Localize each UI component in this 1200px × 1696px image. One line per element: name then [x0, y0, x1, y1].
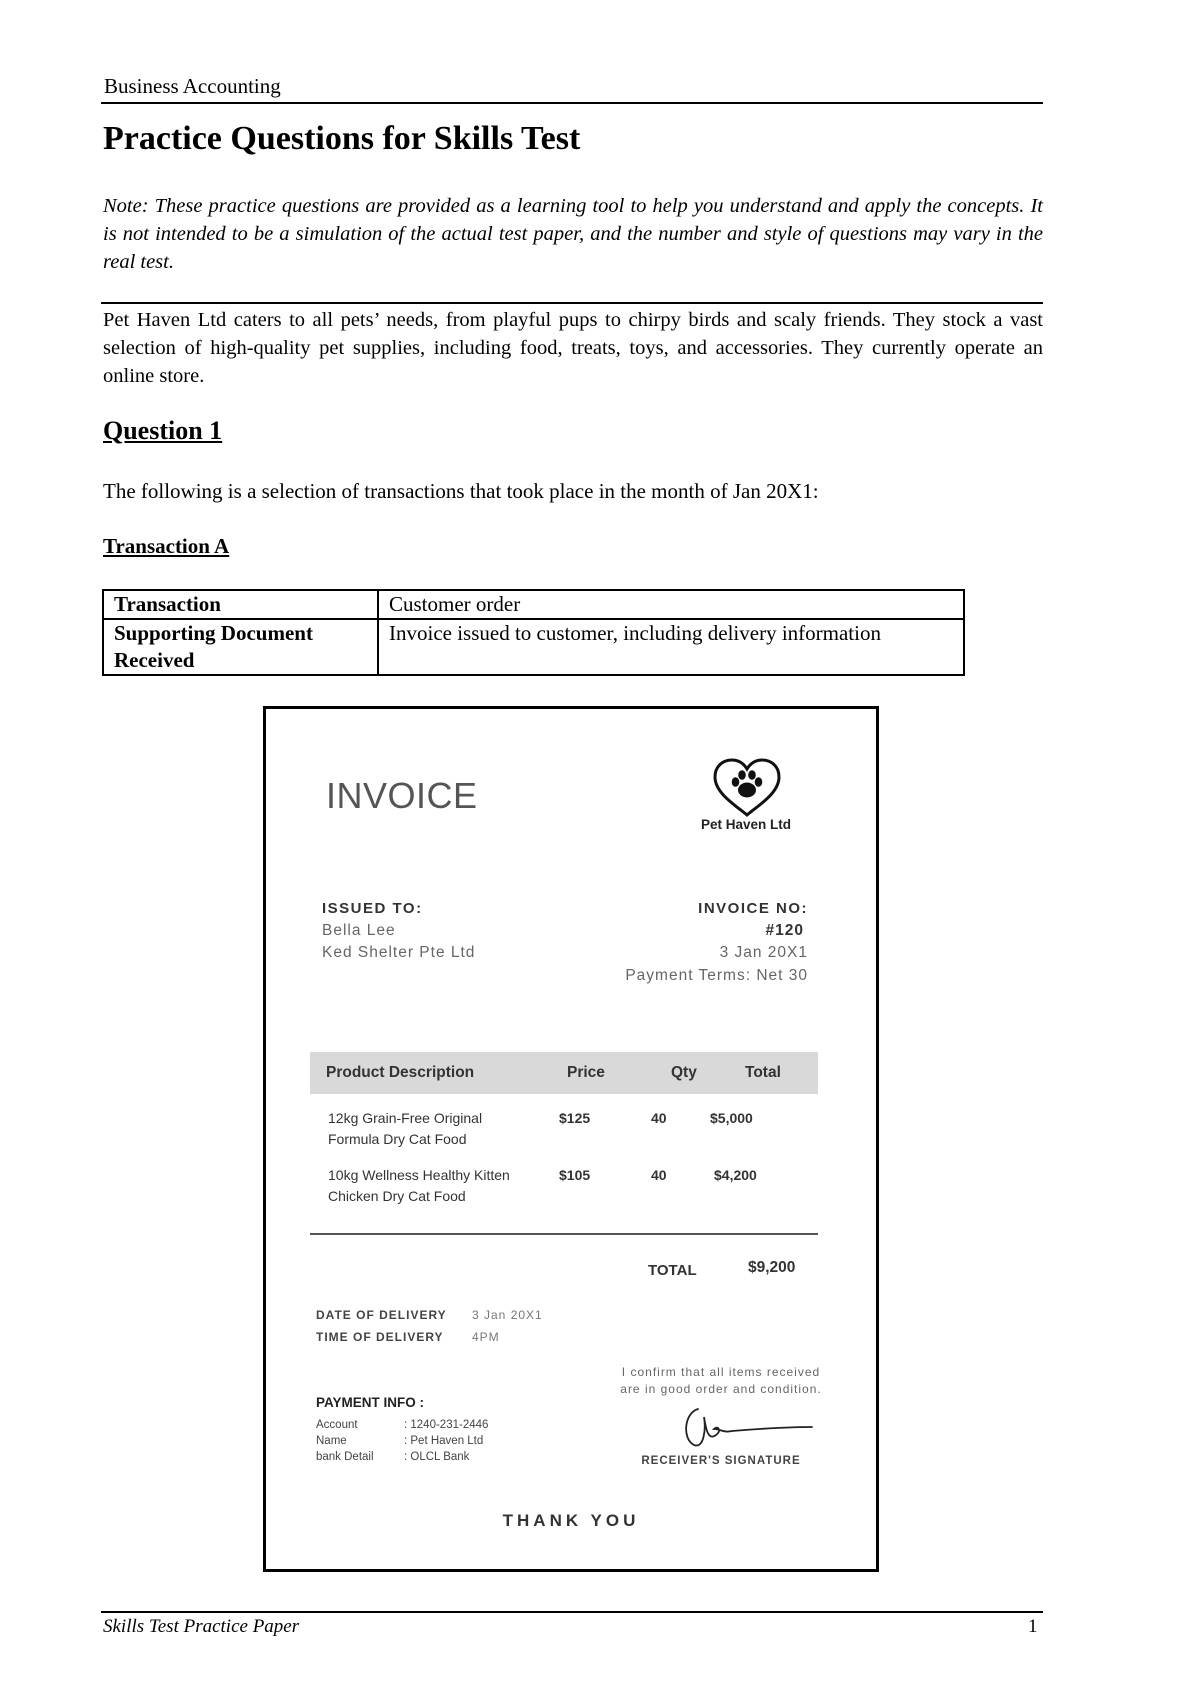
- running-header: Business Accounting: [104, 74, 281, 98]
- page-number: 1: [1028, 1616, 1038, 1637]
- note-paragraph: Note: These practice questions are provided as a learning tool to help you understand and apply the concepts. It is not intended to be a simulation of the actual test paper, and the number and style of questions may vary in the real test.: [103, 195, 1043, 273]
- table-cell-label: Transaction: [103, 590, 378, 619]
- payment-key: Name: [316, 1435, 347, 1447]
- footer-divider: [101, 1611, 1043, 1613]
- thank-you-text: THANK YOU: [502, 1511, 640, 1530]
- total-value: $9,200: [748, 1259, 796, 1276]
- payment-value: : 1240-231-2446: [404, 1419, 489, 1431]
- customer-name: Bella Lee: [322, 922, 396, 939]
- invoice-title: INVOICE: [326, 775, 478, 816]
- payment-key: bank Detail: [316, 1451, 374, 1463]
- item-total: $4,200: [714, 1167, 757, 1183]
- delivery-time: 4PM: [472, 1330, 500, 1344]
- column-header-price: Price: [567, 1064, 605, 1081]
- item-description-line: Formula Dry Cat Food: [328, 1131, 467, 1147]
- total-label: TOTAL: [648, 1262, 697, 1279]
- item-price: $105: [559, 1167, 591, 1183]
- company-name: Pet Haven Ltd: [700, 817, 792, 832]
- transaction-heading: Transaction A: [103, 534, 230, 558]
- invoice-number-label: INVOICE NO:: [698, 900, 808, 917]
- item-description: [328, 1165, 510, 1207]
- invoice-image: [263, 706, 879, 1572]
- intro-paragraph: Pet Haven Ltd caters to all pets’ needs, from playful pups to chirpy birds and scaly friends. They stock a vast selection of high-quality pet supplies, including food, treats, toys, and accessories. They currently operate an online store.: [103, 309, 1043, 387]
- confirmation-line: I confirm that all items received: [621, 1365, 821, 1379]
- question-heading: Question 1: [103, 416, 223, 445]
- items-table-header: [310, 1052, 818, 1094]
- table-cell-value: Invoice issued to customer, including delivery information: [378, 619, 964, 675]
- section-divider: [101, 302, 1043, 304]
- item-description-line: Chicken Dry Cat Food: [328, 1188, 466, 1204]
- header-divider: [101, 102, 1043, 104]
- footer-title: Skills Test Practice Paper: [103, 1616, 300, 1637]
- confirmation-line: are in good order and condition.: [620, 1382, 822, 1396]
- customer-company: Ked Shelter Pte Ltd: [322, 944, 476, 961]
- items-divider: [310, 1233, 818, 1235]
- item-description: [328, 1108, 482, 1150]
- table-row: [103, 590, 964, 619]
- item-qty: 40: [651, 1167, 667, 1183]
- column-header-total: Total: [745, 1064, 781, 1081]
- item-description-line: 12kg Grain-Free Original: [328, 1110, 483, 1126]
- table-cell-value: Customer order: [378, 590, 964, 619]
- item-qty: 40: [651, 1110, 667, 1126]
- issued-to-label: ISSUED TO:: [322, 900, 423, 917]
- payment-value: : OLCL Bank: [404, 1451, 470, 1463]
- page-title: Practice Questions for Skills Test: [103, 120, 581, 157]
- column-header-qty: Qty: [671, 1064, 697, 1081]
- table-cell-label: Supporting Document Received: [103, 619, 378, 675]
- delivery-date: 3 Jan 20X1: [472, 1308, 543, 1322]
- item-total: $5,000: [710, 1110, 753, 1126]
- payment-terms: Payment Terms: Net 30: [625, 967, 808, 984]
- item-price: $125: [559, 1110, 591, 1126]
- transaction-table: [102, 589, 965, 676]
- item-description-line: 10kg Wellness Healthy Kitten: [328, 1167, 510, 1183]
- payment-key: Account: [316, 1419, 358, 1431]
- question-intro: The following is a selection of transactions that took place in the month of Jan 20X1:: [103, 479, 819, 503]
- heart-paw-icon: [711, 757, 783, 819]
- column-header-description: Product Description: [326, 1064, 475, 1081]
- invoice-number: #120: [765, 922, 804, 939]
- invoice-date: 3 Jan 20X1: [719, 944, 808, 961]
- payment-value: : Pet Haven Ltd: [404, 1435, 484, 1447]
- delivery-time-label: TIME OF DELIVERY: [316, 1330, 444, 1344]
- delivery-date-label: DATE OF DELIVERY: [316, 1308, 447, 1322]
- receipt-confirmation: [601, 1364, 841, 1398]
- signature-label: RECEIVER'S SIGNATURE: [641, 1455, 801, 1467]
- payment-info-label: PAYMENT INFO :: [316, 1395, 425, 1410]
- signature-image: [676, 1399, 816, 1451]
- table-row: [103, 619, 964, 675]
